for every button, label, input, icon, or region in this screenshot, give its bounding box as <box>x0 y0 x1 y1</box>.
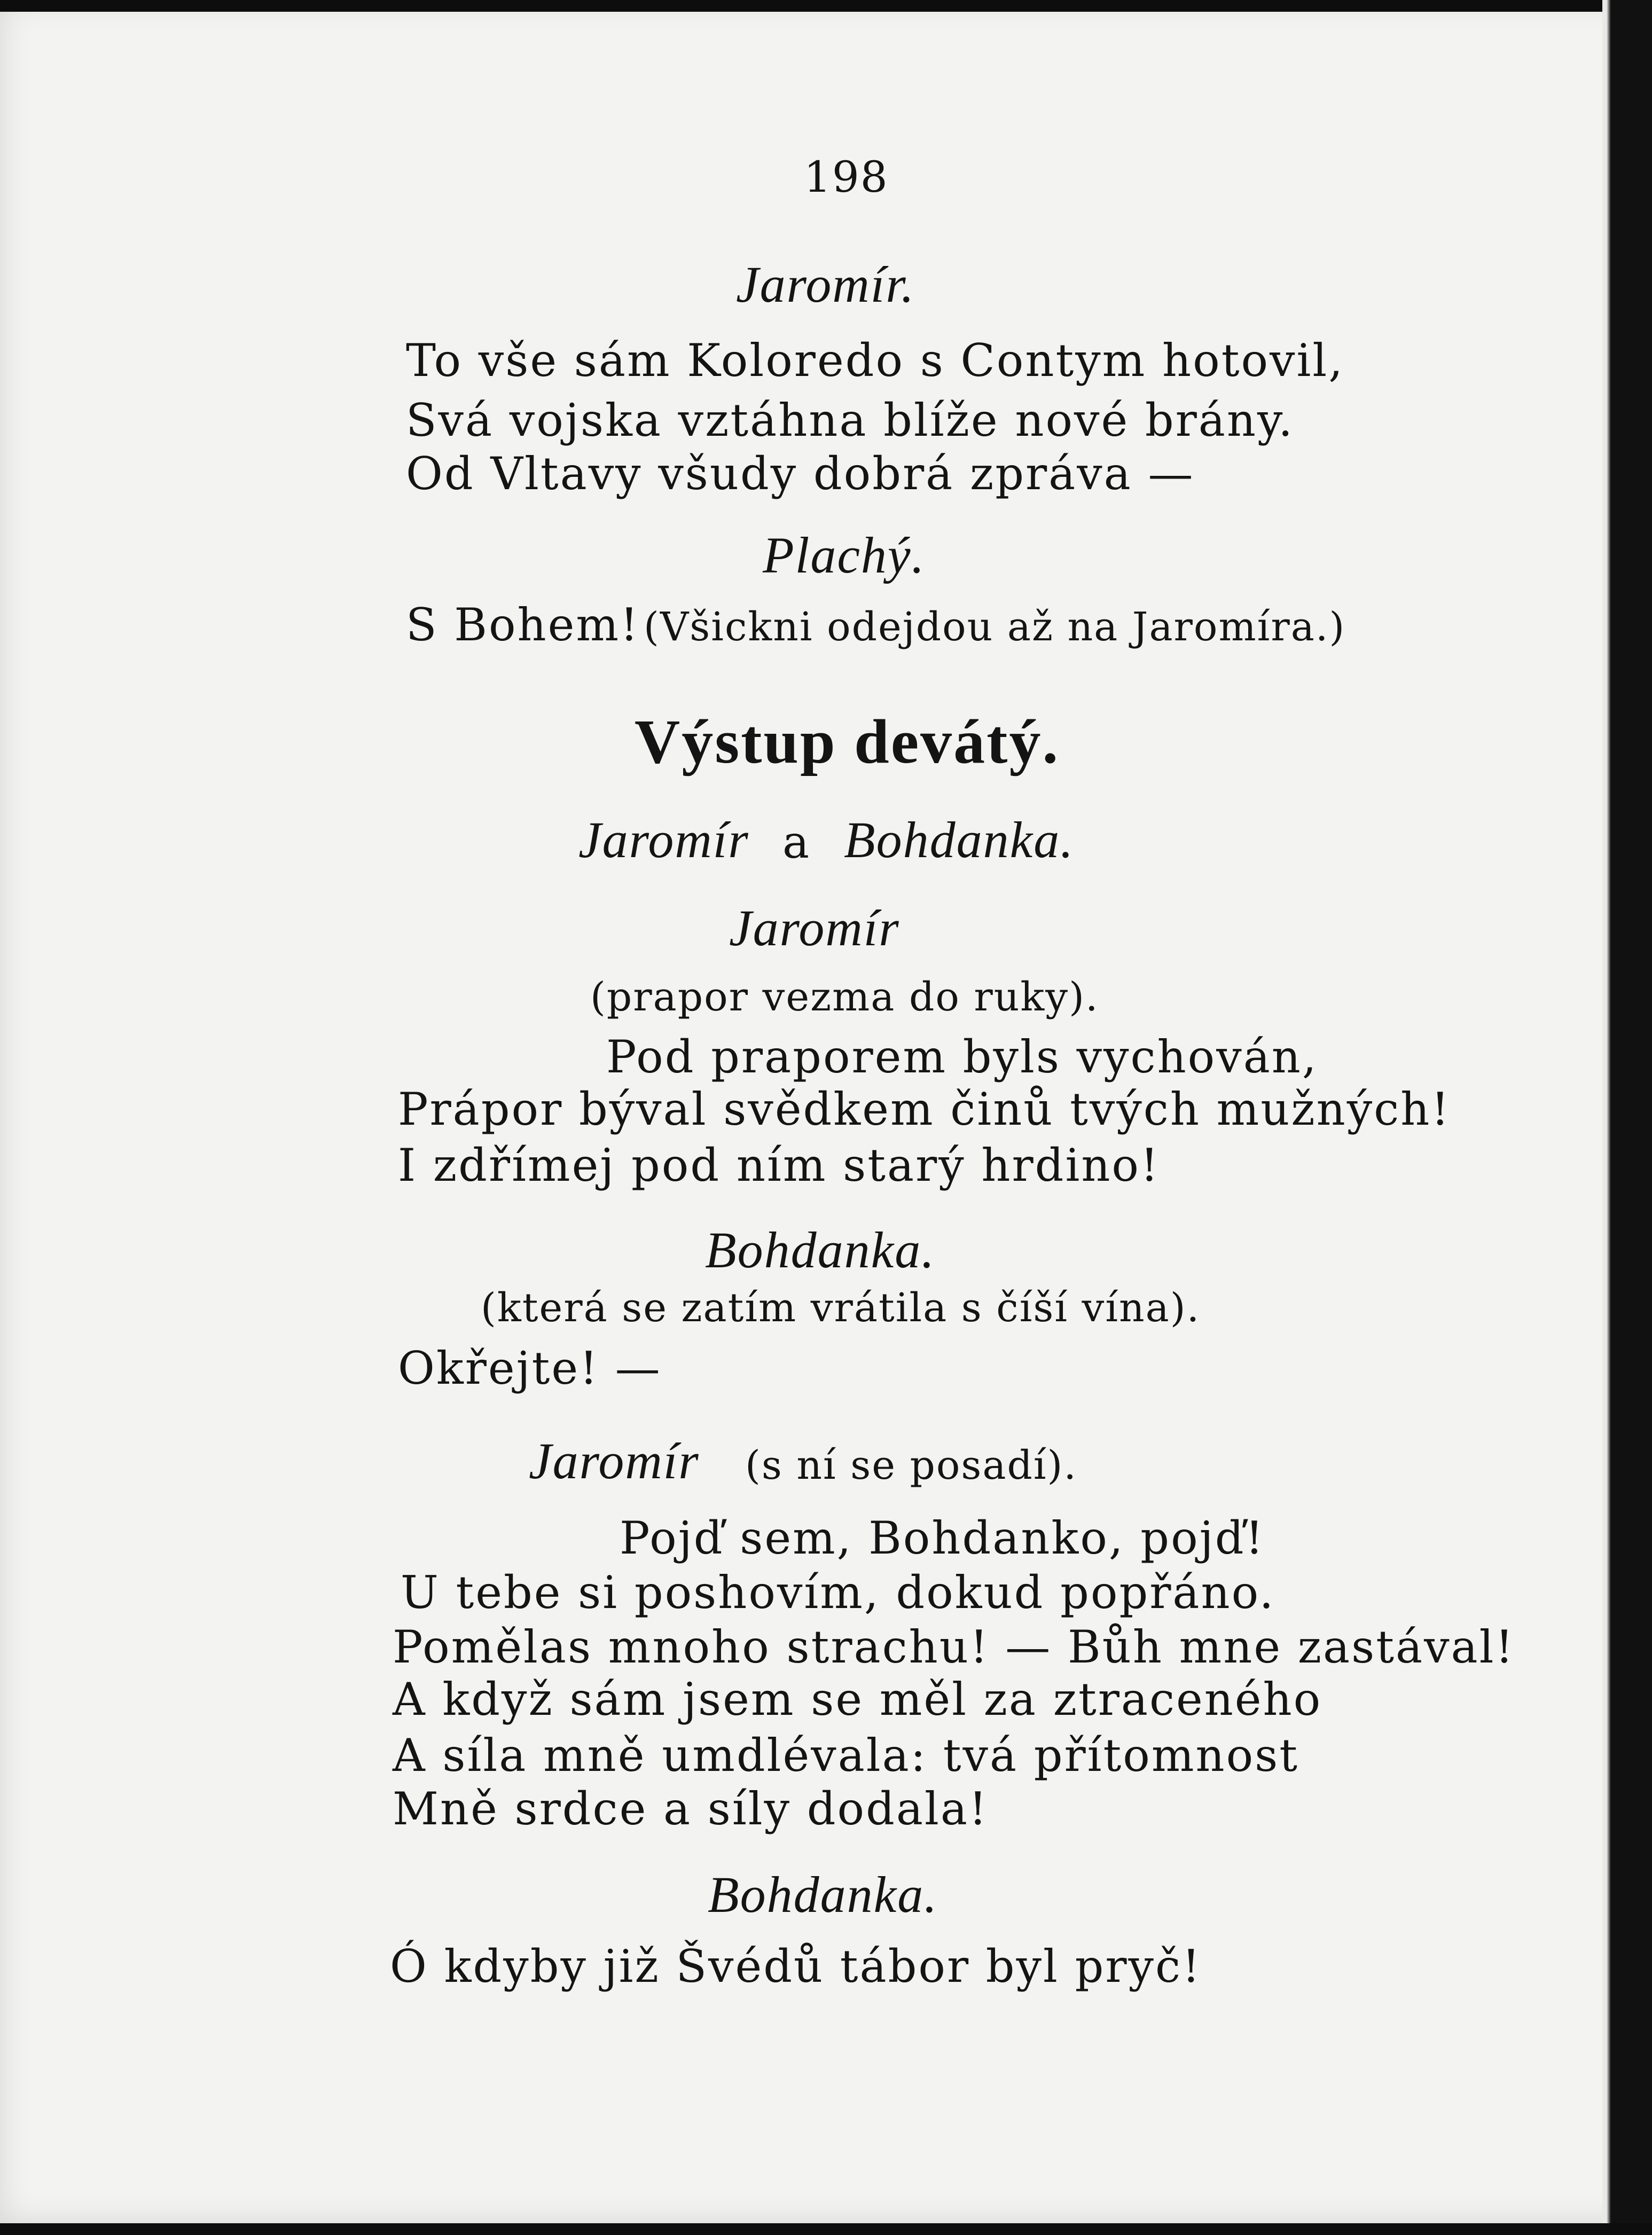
verse-line: Ó kdyby již Švédů tábor byl pryč! <box>390 1940 1202 1993</box>
stage-direction: (která se zatím vrátila s číší vína). <box>481 1285 1201 1331</box>
speaker-bohdanka: Bohdanka. <box>708 1866 938 1923</box>
verse-line: To vše sám Koloredo s Contym hotovil, <box>406 334 1344 387</box>
verse-line: I zdřímej pod ním starý hrdino! <box>398 1139 1160 1191</box>
scene-heading: Výstup devátý. <box>635 707 1060 777</box>
verse-line: Od Vltavy všudy dobrá zpráva — <box>406 448 1195 500</box>
verse-line: Mně srdce a síly dodala! <box>393 1783 989 1835</box>
speaker-bohdanka: Bohdanka. <box>705 1221 936 1279</box>
verse-line: Pod praporem byls vychován, <box>606 1031 1318 1083</box>
scene-character-conjunction: a <box>782 816 811 868</box>
scene-character-jaromir: Jaromír <box>578 811 749 868</box>
scan-edge-right <box>1602 0 1652 2235</box>
scene-character-bohdanka: Bohdanka. <box>844 811 1075 868</box>
verse-line: U tebe si poshovím, dokud popřáno. <box>401 1566 1275 1619</box>
speaker-plachy: Plachý. <box>763 527 926 584</box>
speaker-jaromir: Jaromír <box>729 899 900 956</box>
page-number: 198 <box>804 152 889 202</box>
verse-line: Okřejte! — <box>398 1342 662 1394</box>
speaker-jaromir: Jaromír. <box>736 256 915 313</box>
scan-edge-bottom <box>0 2223 1652 2235</box>
verse-line: S Bohem! <box>406 599 640 651</box>
stage-direction: (Všickni odejdou až na Jaromíra.) <box>644 604 1346 650</box>
verse-line: Prápor býval svědkem činů tvých mužných! <box>398 1083 1451 1135</box>
verse-line: Svá vojska vztáhna blíže nové brány. <box>406 394 1294 446</box>
speaker-jaromir: Jaromír <box>529 1432 700 1489</box>
verse-line: A síla mně umdlévala: tvá přítomnost <box>393 1729 1299 1782</box>
stage-direction: (s ní se posadí). <box>745 1442 1077 1488</box>
verse-line: Pojď sem, Bohdanko, pojď! <box>620 1512 1265 1564</box>
scan-edge-top <box>0 0 1635 12</box>
verse-line: Pomělas mnoho strachu! — Bůh mne zastával! <box>393 1621 1515 1673</box>
stage-direction: (prapor vezma do ruky). <box>590 974 1099 1020</box>
verse-line: A když sám jsem se měl za ztraceného <box>393 1673 1322 1726</box>
